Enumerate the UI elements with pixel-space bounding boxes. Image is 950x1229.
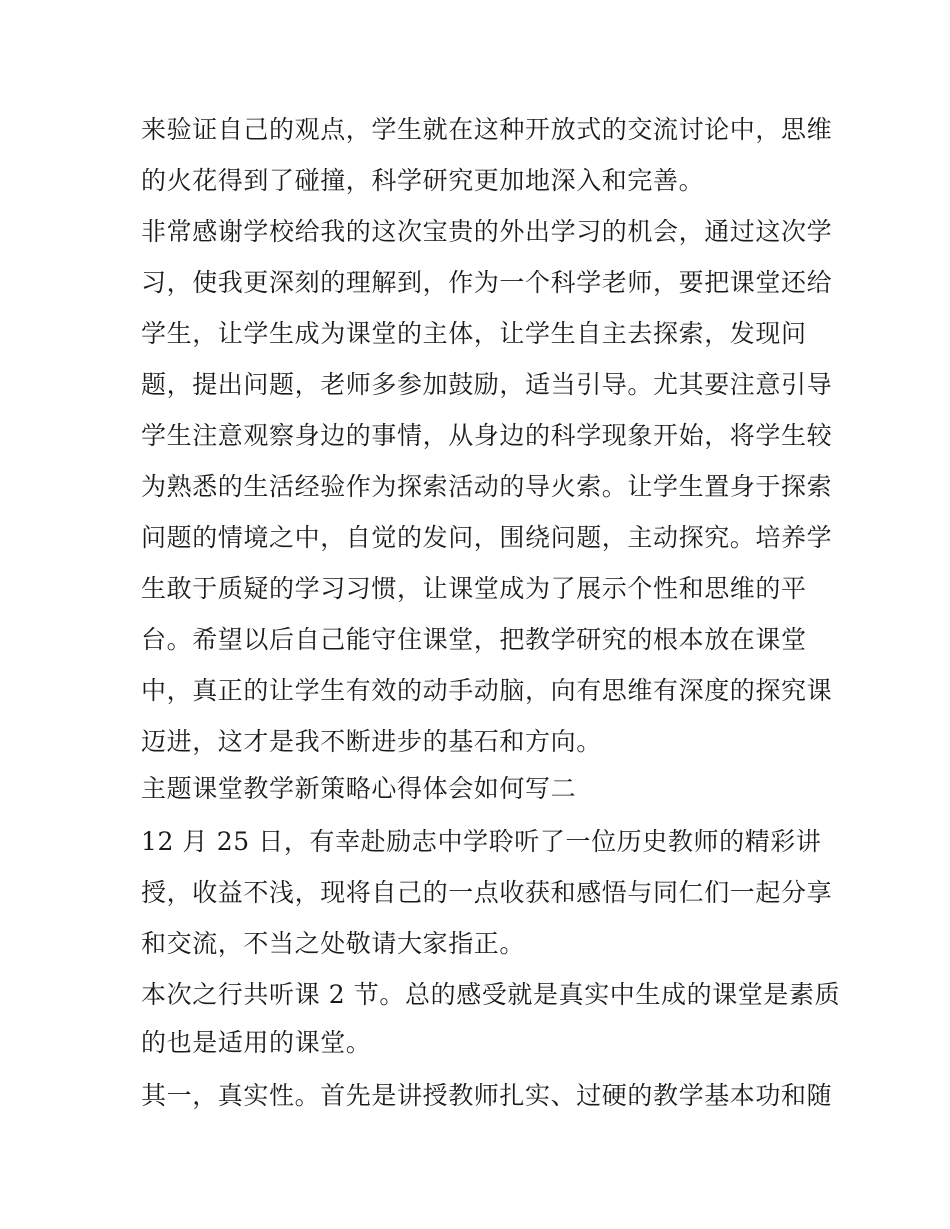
section-heading: 主题课堂教学新策略心得体会如何写二: [141, 774, 577, 803]
text-line: 的也是适用的课堂。: [141, 1028, 372, 1057]
text-line: 其一，真实性。首先是讲授教师扎实、过硬的教学基本功和随: [141, 1081, 833, 1110]
text-line: 来验证自己的观点，学生就在这种开放式的交流讨论中，思维: [141, 115, 833, 144]
text-line: 生敢于质疑的学习习惯，让课堂成为了展示个性和思维的平: [141, 574, 807, 603]
text-line: 问题的情境之中，自觉的发问，围绕问题，主动探究。培养学: [141, 523, 833, 552]
text-line: 和交流，不当之处敬请大家指正。: [141, 929, 526, 958]
text-line: 迈进，这才是我不断进步的基石和方向。: [141, 727, 602, 756]
text-line: 为熟悉的生活经验作为探索活动的导火索。让学生置身于探索: [141, 472, 833, 501]
text-line: 习，使我更深刻的理解到，作为一个科学老师，要把课堂还给: [141, 268, 833, 297]
text-line: 中，真正的让学生有效的动手动脑，向有思维有深度的探究课: [141, 676, 833, 705]
text-line: 本次之行共听课 2 节。总的感受就是真实中生成的课堂是素质: [141, 980, 841, 1009]
text-line: 学生，让学生成为课堂的主体，让学生自主去探索，发现问: [141, 319, 807, 348]
text-line: 12 月 25 日，有幸赴励志中学聆听了一位历史教师的精彩讲: [141, 827, 822, 856]
text-line: 学生注意观察身边的事情，从身边的科学现象开始，将学生较: [141, 421, 833, 450]
text-line: 授，收益不浅，现将自己的一点收获和感悟与同仁们一起分享: [141, 878, 833, 907]
text-line: 题，提出问题，老师多参加鼓励，适当引导。尤其要注意引导: [141, 370, 833, 399]
text-line: 非常感谢学校给我的这次宝贵的外出学习的机会，通过这次学: [141, 217, 833, 246]
text-line: 台。希望以后自己能守住课堂，把教学研究的根本放在课堂: [141, 625, 807, 654]
text-line: 的火花得到了碰撞，科学研究更加地深入和完善。: [141, 166, 705, 195]
